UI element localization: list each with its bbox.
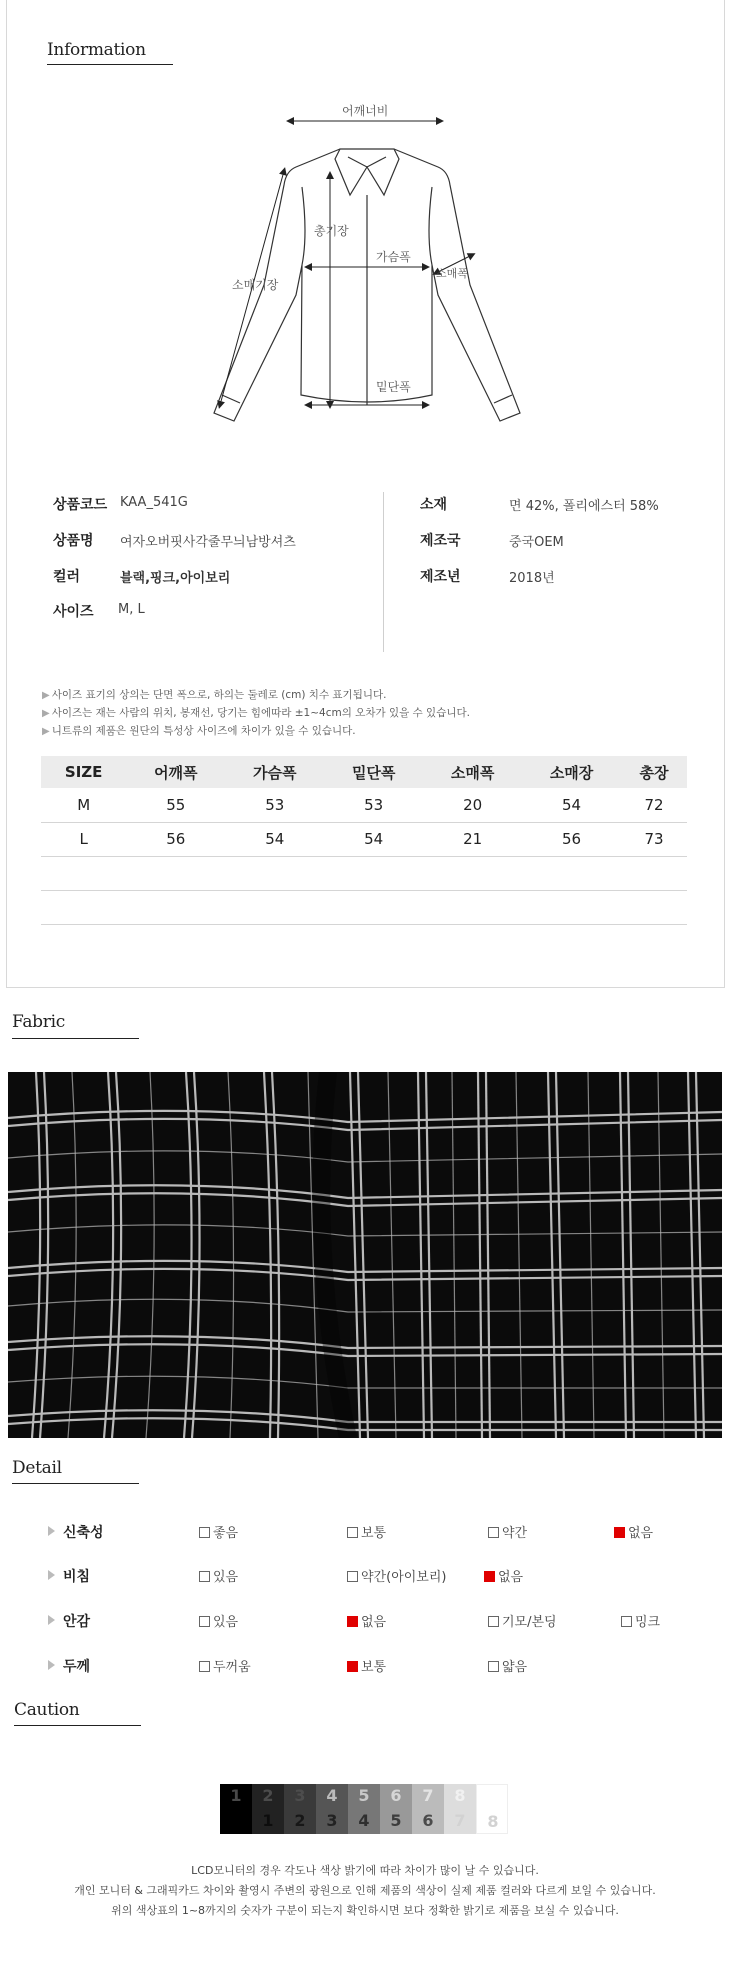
triangle-bullet-icon [48, 1526, 55, 1536]
spec-value: KAA_541G [120, 495, 188, 510]
spec-value: 중국OEM [509, 535, 564, 550]
table-cell: 54 [324, 822, 423, 856]
detail-option[interactable]: 두꺼움 [199, 1656, 251, 1675]
detail-label: 안감 [48, 1611, 90, 1631]
checkbox-checked-icon[interactable] [347, 1661, 358, 1672]
detail-option[interactable]: 보통 [347, 1656, 386, 1675]
table-cell [41, 890, 126, 924]
spec-value: M, L [118, 602, 145, 617]
col-header: SIZE [41, 756, 126, 788]
detail-title: Detail [12, 1458, 62, 1478]
label-chest: 가슴폭 [376, 250, 411, 264]
triangle-bullet-icon [48, 1615, 55, 1625]
shirt-measurement-diagram [200, 95, 530, 425]
table-cell [41, 856, 126, 890]
detail-option[interactable]: 기모/본딩 [488, 1611, 557, 1630]
detail-label: 두께 [48, 1656, 90, 1676]
checkbox-icon[interactable] [199, 1616, 210, 1627]
checkbox-icon[interactable] [347, 1527, 358, 1538]
table-cell: 53 [225, 788, 324, 822]
table-cell [225, 856, 324, 890]
swatch-5: 5 4 [348, 1784, 380, 1834]
table-cell [522, 890, 621, 924]
table-cell [522, 856, 621, 890]
caution-title-underline [14, 1725, 141, 1726]
col-header: 어깨폭 [126, 756, 225, 788]
detail-option[interactable]: 없음 [614, 1522, 653, 1541]
label-sleeve-width: 소매폭 [436, 267, 468, 280]
checkbox-icon[interactable] [199, 1527, 210, 1538]
spec-label: 상품명 [53, 533, 94, 549]
spec-label: 상품코드 [53, 497, 108, 513]
detail-row-thickness [48, 1656, 688, 1680]
size-table-header [41, 756, 687, 788]
detail-option[interactable]: 밍크 [621, 1611, 660, 1630]
table-cell [621, 856, 687, 890]
size-note: ▶ 사이즈 표기의 상의는 단면 폭으로, 하의는 둘레로 (cm) 치수 표기됩니다. [42, 689, 387, 701]
table-cell: 73 [621, 822, 687, 856]
checkbox-checked-icon[interactable] [614, 1527, 625, 1538]
spec-value: 블랙,핑크,아이보리 [120, 571, 231, 586]
detail-option[interactable]: 약간 [488, 1522, 527, 1541]
table-cell: 54 [522, 788, 621, 822]
triangle-bullet-icon [48, 1660, 55, 1670]
spec-label: 제조국 [420, 533, 461, 549]
swatch-3: 3 2 [284, 1784, 316, 1834]
table-cell [225, 890, 324, 924]
detail-option[interactable]: 없음 [347, 1611, 386, 1630]
col-header: 밑단폭 [324, 756, 423, 788]
label-shoulder: 어깨너비 [342, 104, 389, 118]
spec-label: 사이즈 [53, 604, 94, 620]
size-note: ▶ 니트류의 제품은 원단의 특성상 사이즈에 차이가 있을 수 있습니다. [42, 725, 356, 737]
triangle-bullet-icon [48, 1570, 55, 1580]
label-sleeve-length: 소매기장 [232, 278, 279, 292]
detail-row-transparency [48, 1566, 688, 1590]
detail-option[interactable]: 약간(아이보리) [347, 1566, 447, 1585]
table-cell [423, 890, 522, 924]
detail-row-stretch [48, 1522, 688, 1546]
checkbox-icon[interactable] [488, 1661, 499, 1672]
col-header: 소매장 [522, 756, 621, 788]
col-header: 가슴폭 [225, 756, 324, 788]
table-cell: 55 [126, 788, 225, 822]
swatch-4: 4 3 [316, 1784, 348, 1834]
checkbox-icon[interactable] [621, 1616, 632, 1627]
checkbox-icon[interactable] [488, 1527, 499, 1538]
detail-label: 신축성 [48, 1522, 104, 1542]
spec-value: 면 42%, 폴리에스터 58% [509, 499, 659, 514]
table-cell: 20 [423, 788, 522, 822]
checkbox-icon[interactable] [488, 1616, 499, 1627]
label-total-length: 총기장 [314, 224, 349, 238]
table-cell: 56 [522, 822, 621, 856]
swatch-2: 2 1 [252, 1784, 284, 1834]
table-cell: 56 [126, 822, 225, 856]
caution-title: Caution [14, 1700, 80, 1720]
label-hem: 밑단폭 [376, 380, 411, 394]
detail-option[interactable]: 있음 [199, 1566, 238, 1585]
fabric-photo [8, 1072, 722, 1438]
spec-value: 2018년 [509, 571, 555, 586]
checkbox-checked-icon[interactable] [347, 1616, 358, 1627]
table-cell [126, 890, 225, 924]
caution-line: 개인 모니터 & 그래픽카드 차이와 촬영시 주변의 광원으로 인해 제품의 색상이 실제 제품 컬러와 다르게 보일 수 있습니다. [74, 1884, 656, 1897]
detail-option[interactable]: 보통 [347, 1522, 386, 1541]
table-cell: 72 [621, 788, 687, 822]
table-cell [324, 890, 423, 924]
table-cell [423, 856, 522, 890]
table-cell: L [41, 822, 126, 856]
brightness-swatch-strip [220, 1784, 508, 1834]
fabric-title-underline [12, 1038, 139, 1039]
spec-label: 제조년 [420, 569, 461, 585]
information-title-underline [47, 64, 173, 65]
swatch-1: 1 [220, 1784, 252, 1834]
swatch-7: 7 6 [412, 1784, 444, 1834]
swatch-6: 6 5 [380, 1784, 412, 1834]
fabric-title: Fabric [12, 1012, 65, 1032]
col-header: 총장 [621, 756, 687, 788]
detail-option[interactable]: 좋음 [199, 1522, 238, 1541]
table-row [41, 788, 687, 822]
table-cell: 21 [423, 822, 522, 856]
checkbox-checked-icon[interactable] [484, 1571, 495, 1582]
detail-title-underline [12, 1483, 139, 1484]
detail-row-lining [48, 1611, 688, 1635]
spec-label: 소재 [420, 497, 448, 513]
table-cell [621, 890, 687, 924]
checkbox-icon[interactable] [199, 1571, 210, 1582]
caution-line: LCD모니터의 경우 각도나 색상 밝기에 따라 차이가 많이 날 수 있습니다. [191, 1864, 539, 1877]
detail-option[interactable]: 없음 [484, 1566, 523, 1585]
table-cell [324, 856, 423, 890]
detail-option[interactable]: 얇음 [488, 1656, 527, 1675]
size-note: ▶ 사이즈는 재는 사람의 위치, 봉재선, 당기는 힘에따라 ±1~4cm의 오차가 있을 수 있습니다. [42, 707, 470, 719]
spec-divider [383, 492, 384, 652]
detail-label: 비침 [48, 1566, 90, 1586]
spec-label: 컬러 [53, 569, 81, 585]
plaid-pattern [8, 1072, 722, 1438]
swatch-8: 8 7 [444, 1784, 476, 1834]
table-cell: M [41, 788, 126, 822]
information-title: Information [47, 40, 146, 60]
table-row [41, 822, 687, 856]
table-row [41, 890, 687, 924]
col-header: 소매폭 [423, 756, 522, 788]
size-table [41, 756, 687, 925]
table-row [41, 856, 687, 890]
checkbox-icon[interactable] [347, 1571, 358, 1582]
caution-line: 위의 색상표의 1~8까지의 숫자가 구분이 되는지 확인하시면 보다 정확한 밝기로 제품을 보실 수 있습니다. [111, 1904, 619, 1917]
table-cell: 54 [225, 822, 324, 856]
checkbox-icon[interactable] [199, 1661, 210, 1672]
table-cell [126, 856, 225, 890]
detail-option[interactable]: 있음 [199, 1611, 238, 1630]
swatch-9: 8 [476, 1784, 508, 1834]
table-cell: 53 [324, 788, 423, 822]
spec-value: 여자오버핏사각줄무늬남방셔츠 [120, 535, 296, 550]
